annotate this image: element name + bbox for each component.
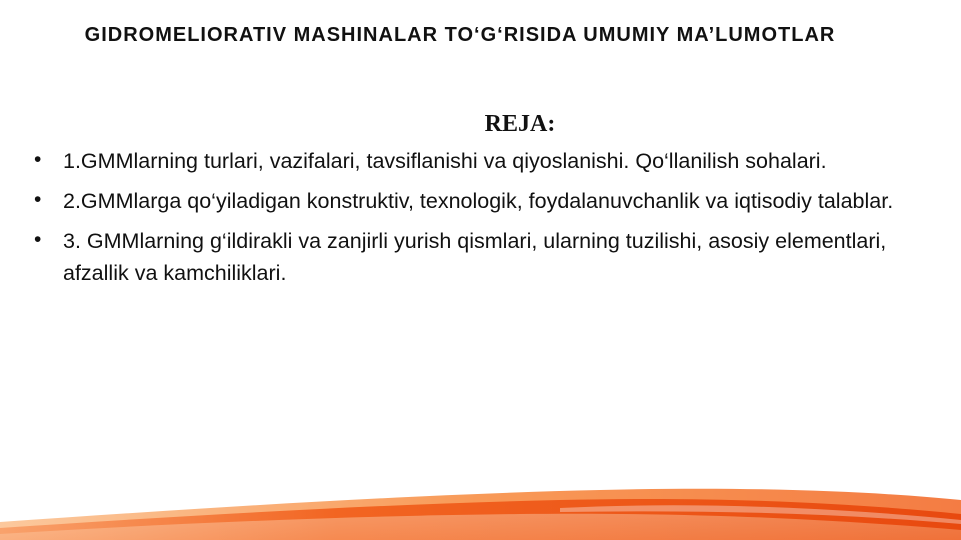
bullet-text: 2.GMMlarga qo‘yiladigan konstruktiv, texnologik, foydalanuvchanlik va iqtisodiy talablar. [63, 189, 894, 213]
slide-subtitle: REJA: [484, 111, 556, 137]
bullet-icon: • [34, 228, 42, 251]
list-item [30, 145, 945, 177]
bullet-icon: • [34, 148, 42, 171]
bullet-text: 1.GMMlarning turlari, vazifalari, tavsiflanishi va qiyoslanishi. Qo‘llanilish sohalari. [63, 149, 827, 173]
slide-title: GIDROMELIORATIV MASHINALAR TO‘G‘RISIDA UMUMIY MA’LUMOTLAR [84, 24, 836, 46]
bullet-icon: • [34, 188, 42, 211]
bullet-list [30, 145, 945, 297]
list-item [30, 185, 945, 217]
bullet-text: 3. GMMlarning g‘ildirakli va zanjirli yurish qismlari, ularning tuzilishi, asosiy elementlari, afzallik va kamchiliklari. [63, 229, 887, 285]
orange-wave-decoration [0, 460, 961, 540]
list-item [30, 225, 945, 289]
